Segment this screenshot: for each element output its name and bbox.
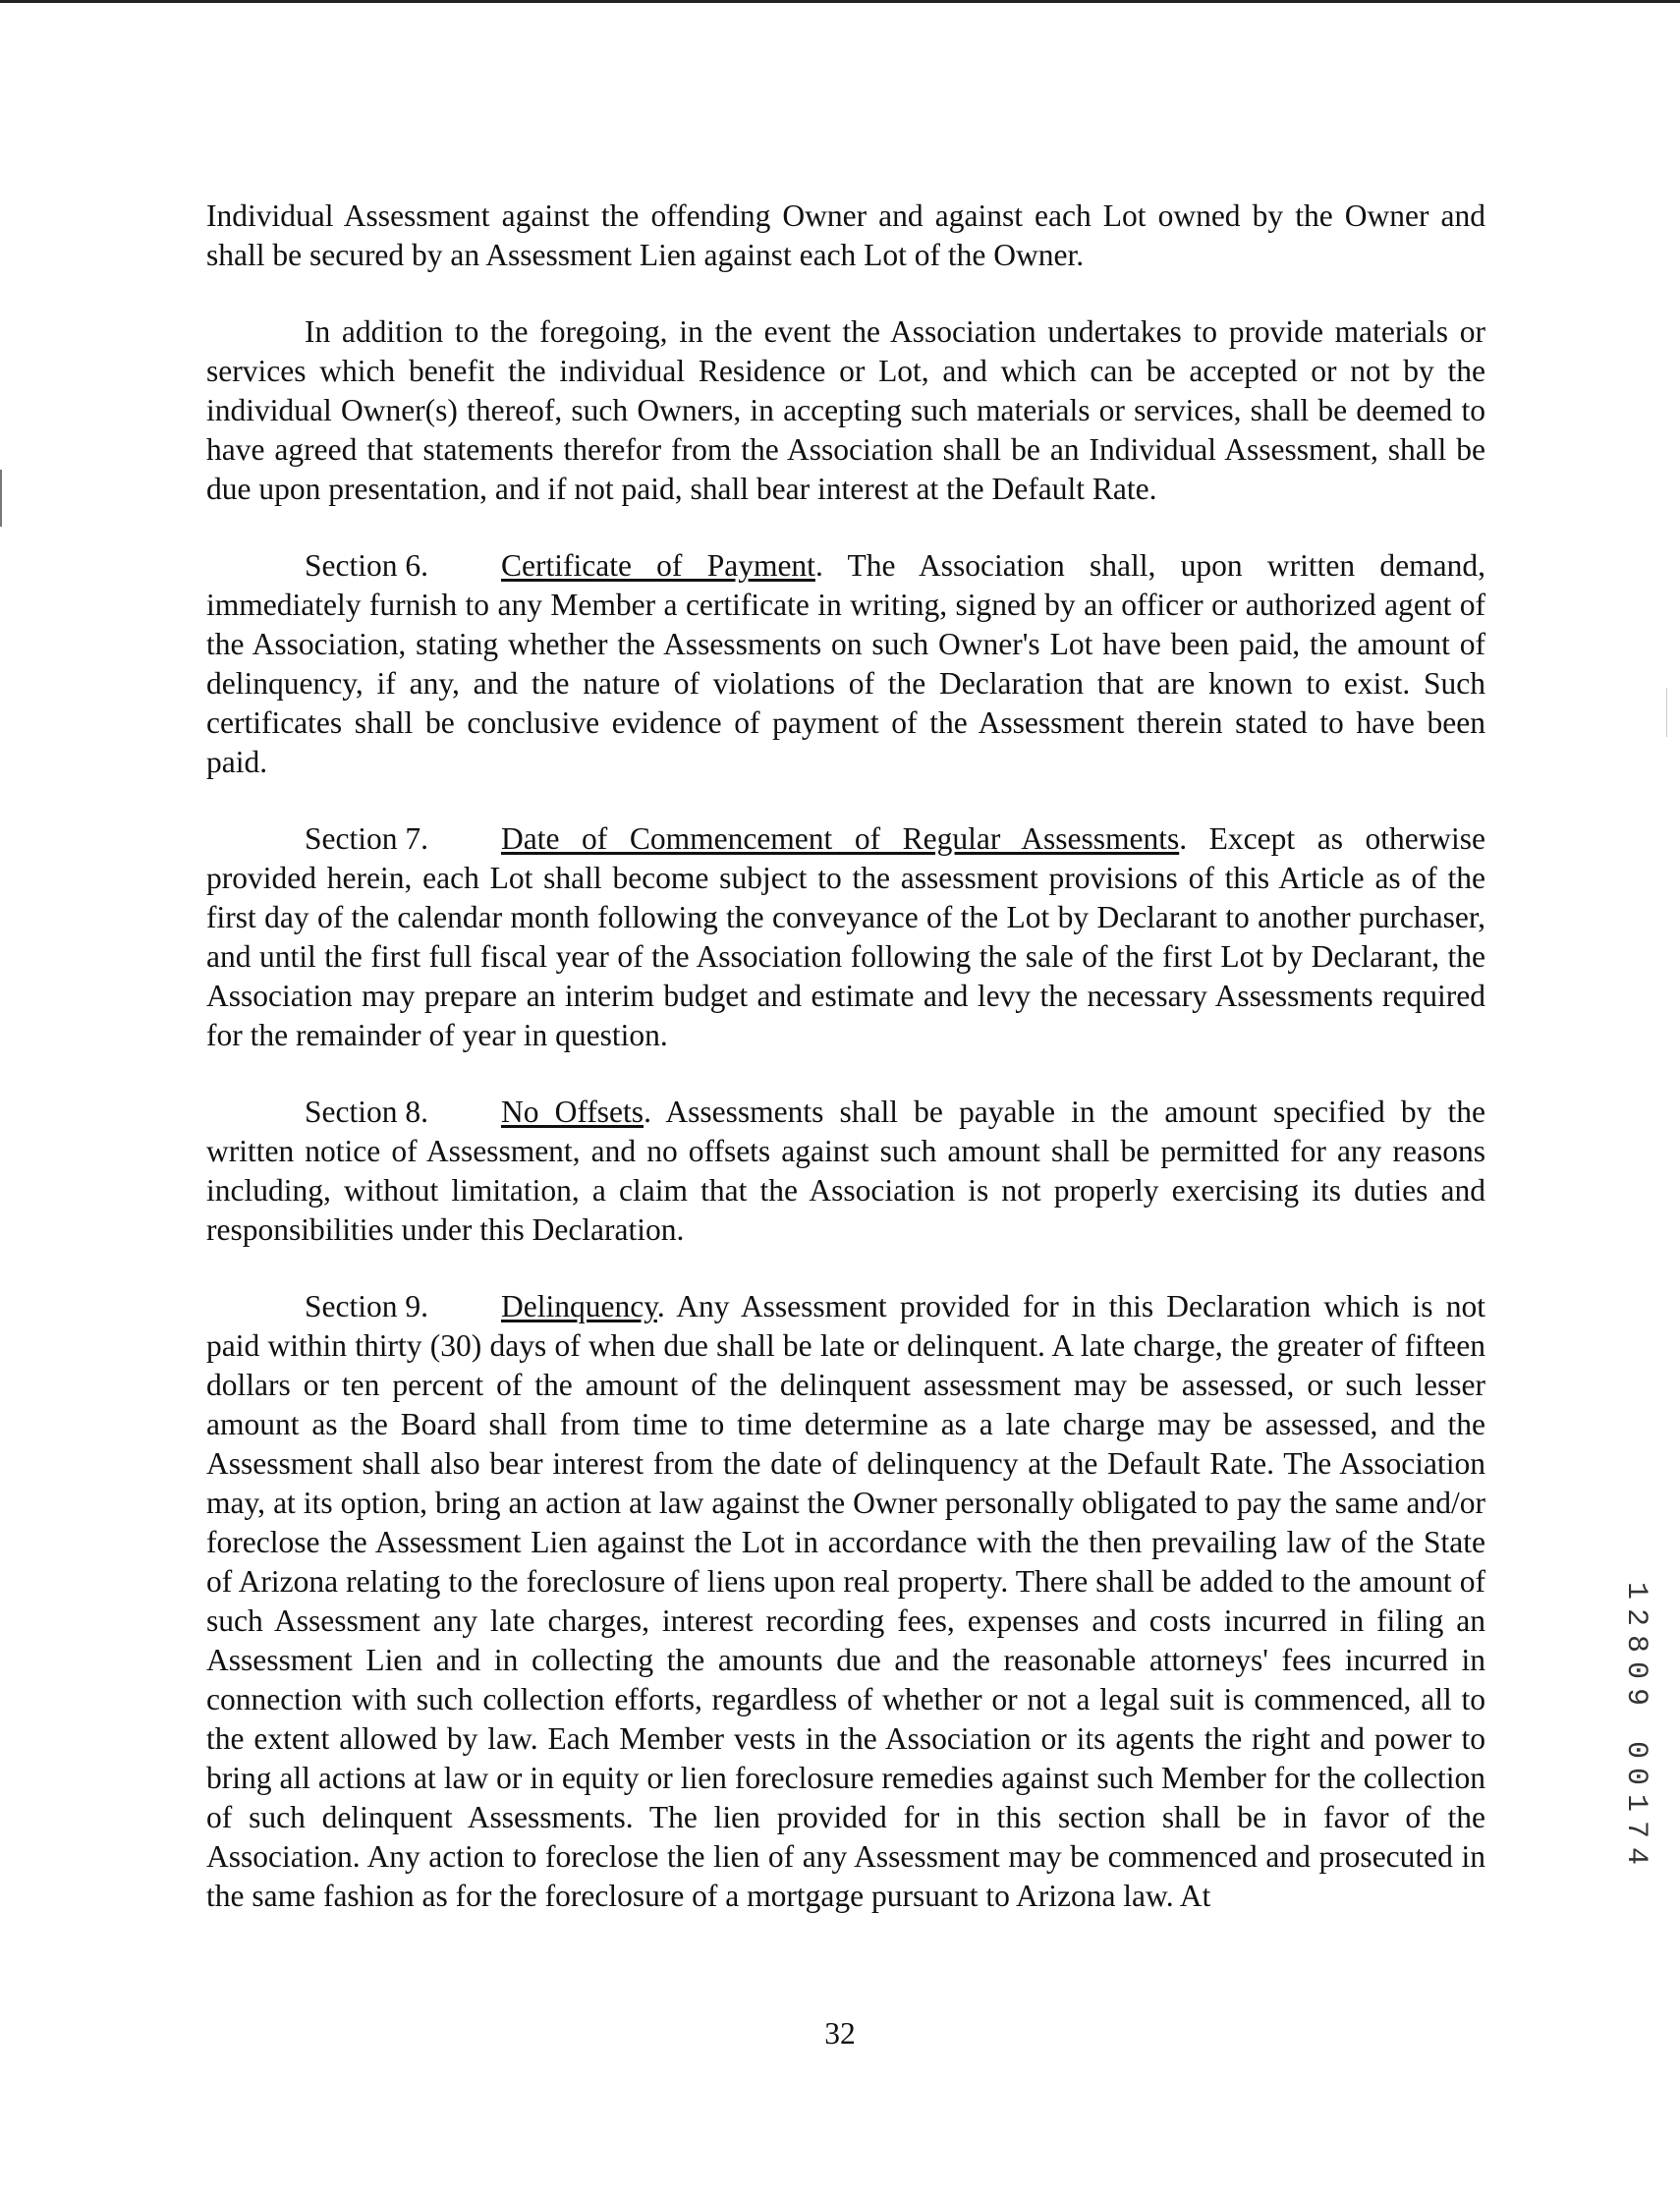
section-8-number: Section 8. xyxy=(305,1095,428,1129)
section-9-number: Section 9. xyxy=(305,1289,428,1323)
section-7-title: Date of Commencement of Regular Assessments xyxy=(501,821,1180,856)
section-8-title: No Offsets xyxy=(501,1095,644,1129)
recording-digit: 0 xyxy=(1619,1660,1652,1679)
recording-digit: 7 xyxy=(1619,1820,1652,1838)
scan-artifact-right xyxy=(1666,688,1667,737)
section-7-body: . Except as otherwise provided herein, each Lot shall become subject to the assessment provisions of this Article as of the first day of the calendar month following the conveyance of the Lot by Declarant to another purchaser, and until the first full fiscal year of the Association following the sale of the first Lot by Declarant, the Association may prepare an interim budget and estimate and levy the necessary Assessments required for the remainder of year in question. xyxy=(206,821,1485,1052)
page-number: 32 xyxy=(824,2016,856,2051)
page-top-edge xyxy=(0,0,1680,3)
recording-digit: 4 xyxy=(1619,1846,1652,1865)
section-6 xyxy=(206,546,1485,782)
recording-digit: 1 xyxy=(1619,1581,1652,1600)
section-7 xyxy=(206,819,1485,1055)
section-9 xyxy=(206,1287,1485,1916)
recording-digit: 9 xyxy=(1619,1687,1652,1706)
recording-digit: 0 xyxy=(1619,1740,1652,1759)
paragraph-continuation: Individual Assessment against the offending Owner and against each Lot owned by the Owner and shall be secured by an Assessment Lien against each Lot of the Owner. xyxy=(206,198,1485,272)
recording-digit: 8 xyxy=(1619,1634,1652,1653)
section-8 xyxy=(206,1093,1485,1250)
section-6-body: . The Association shall, upon written demand, immediately furnish to any Member a certificate in writing, signed by an officer or authorized agent of the Association, stating whether the Assessments on such Owner's Lot have been paid, the amount of delinquency, if any, and the nature of violations of the Declaration that are known to exist. Such certificates shall be conclusive evidence of payment of the Assessment therein stated to have been paid. xyxy=(206,548,1485,779)
section-9-body: . Any Assessment provided for in this Declaration which is not paid within thirty (30) days of when due shall be late or delinquent. A late charge, the greater of fifteen dollars or ten percent of the amount of the delinquent assessment may be assessed, or such lesser amount as the Board shall from time to time determine as a late charge may be assessed, and the Assessment shall also bear interest from the date of delinquency at the Default Rate. The Association may, at its option, bring an action at law against the Owner personally obligated to pay the same and/or foreclose the Assessment Lien against the Lot in accordance with the then prevailing law of the State of Arizona relating to the foreclosure of liens upon real property. There shall be added to the amount of such Assessment any late charges, interest recording fees, expenses and costs incurred in filing an Assessment Lien and in collecting the amounts due and the reasonable attorneys' fees incurred in connection with such collection efforts, regardless of whether or not a legal suit is commenced, all to the extent allowed by law. Each Member vests in the Association or its agents the right and power to bring all actions at law or in equity or lien foreclosure remedies against such Member for the collection of such delinquent Assessments. The lien provided for in this section shall be in favor of the Association. Any action to foreclose the lien of any Assessment may be commenced and prosecuted in the same fashion as for the foreclosure of a mortgage pursuant to Arizona law. At xyxy=(206,1289,1485,1913)
recording-digit: 0 xyxy=(1619,1767,1652,1785)
recording-number-stamp xyxy=(1616,1574,1655,1869)
section-8-body: . Assessments shall be payable in the amount specified by the written notice of Assessment, and no offsets against such amount shall be permitted for any reasons including, without limitation, a claim that the Association is not properly exercising its duties and responsibilities under this Declaration. xyxy=(206,1095,1485,1247)
section-9-title: Delinquency xyxy=(501,1289,657,1323)
section-6-number: Section 6. xyxy=(305,548,428,583)
document-body xyxy=(206,197,1485,1953)
section-6-title: Certificate of Payment xyxy=(501,548,815,583)
scan-artifact-left xyxy=(0,470,2,527)
paragraph-individual-services: In addition to the foregoing, in the event the Association undertakes to provide materials or services which benefit the individual Residence or Lot, and which can be accepted or not by the individual Owner(s) thereof, such Owners, in accepting such materials or services, shall be deemed to have agreed that statements therefor from the Association shall be an Individual Assessment, shall be due upon presentation, and if not paid, shall bear interest at the Default Rate. xyxy=(206,314,1485,506)
recording-digit: 2 xyxy=(1619,1607,1652,1626)
recording-digit: 1 xyxy=(1619,1793,1652,1812)
section-7-number: Section 7. xyxy=(305,821,428,856)
